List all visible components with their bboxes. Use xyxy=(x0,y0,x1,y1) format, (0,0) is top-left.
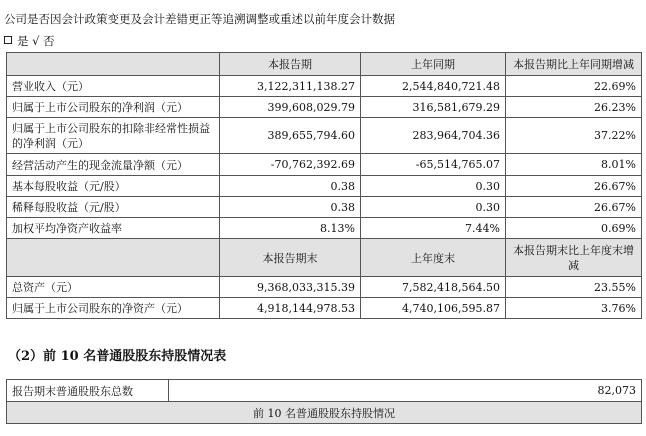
cell-value: 26.67% xyxy=(506,176,642,197)
row-label: 归属于上市公司股东的净利润（元） xyxy=(7,97,220,118)
table-row xyxy=(7,76,642,97)
row-label: 经营活动产生的现金流量净额（元） xyxy=(7,154,220,176)
cell-value: 8.13% xyxy=(220,218,361,239)
header-cell: 本报告期 xyxy=(220,53,361,76)
restatement-answer xyxy=(4,33,55,49)
header-cell: 本报告期比上年同期增减 xyxy=(506,53,642,76)
header-cell xyxy=(7,239,220,277)
cell-value: 3.76% xyxy=(506,298,642,319)
table-header-row xyxy=(7,239,642,277)
cell-value: 22.69% xyxy=(506,76,642,97)
table-row xyxy=(7,218,642,239)
row-label: 基本每股收益（元/股） xyxy=(7,176,220,197)
cell-value: 0.30 xyxy=(361,176,506,197)
cell-value: 316,581,679.29 xyxy=(361,97,506,118)
cell-value: 0.38 xyxy=(220,176,361,197)
cell-value: 26.23% xyxy=(506,97,642,118)
key-financial-data-table xyxy=(6,52,642,319)
cell-value: 8.01% xyxy=(506,154,642,176)
cell-value: 26.67% xyxy=(506,197,642,218)
cell-value: 0.38 xyxy=(220,197,361,218)
cell-value: -70,762,392.69 xyxy=(220,154,361,176)
cell-value: -65,514,765.07 xyxy=(361,154,506,176)
restatement-answer-text: 是 √ 否 xyxy=(17,34,55,48)
cell-value: 9,368,033,315.39 xyxy=(220,277,361,298)
table-row xyxy=(7,277,642,298)
cell-value: 2,544,840,721.48 xyxy=(361,76,506,97)
restatement-question: 公司是否因会计政策变更及会计差错更正等追溯调整或重述以前年度会计数据 xyxy=(4,12,395,26)
row-label: 营业收入（元） xyxy=(7,76,220,97)
table-header-row xyxy=(7,402,642,424)
cell-value: 4,918,144,978.53 xyxy=(220,298,361,319)
header-cell: 前 10 名普通股股东持股情况 xyxy=(7,402,642,424)
table-row xyxy=(7,118,642,154)
cell-value: 283,964,704.36 xyxy=(361,118,506,154)
cell-value: 3,122,311,138.27 xyxy=(220,76,361,97)
header-cell: 上年度末 xyxy=(361,239,506,277)
header-cell xyxy=(7,53,220,76)
shareholders-table xyxy=(6,379,642,424)
header-cell: 本报告期末比上年度末增减 xyxy=(506,239,642,277)
table-row xyxy=(7,176,642,197)
row-label: 稀释每股收益（元/股） xyxy=(7,197,220,218)
cell-value: 389,655,794.60 xyxy=(220,118,361,154)
table-row xyxy=(7,197,642,218)
table-row xyxy=(7,298,642,319)
header-cell: 上年同期 xyxy=(361,53,506,76)
table-row xyxy=(7,97,642,118)
checkbox-icon xyxy=(4,36,12,44)
cell-value: 4,740,106,595.87 xyxy=(361,298,506,319)
cell-value: 0.69% xyxy=(506,218,642,239)
cell-value: 399,608,029.79 xyxy=(220,97,361,118)
row-label: 报告期末普通股股东总数 xyxy=(7,380,169,402)
header-cell: 本报告期末 xyxy=(220,239,361,277)
table-row xyxy=(7,380,642,402)
row-label: 归属于上市公司股东的净资产（元） xyxy=(7,298,220,319)
row-label: 总资产（元） xyxy=(7,277,220,298)
section-title: （2）前 10 名普通股股东持股情况表 xyxy=(8,349,227,364)
row-label: 归属于上市公司股东的扣除非经常性损益的净利润（元） xyxy=(7,118,220,154)
cell-value: 23.55% xyxy=(506,277,642,298)
table-row xyxy=(7,154,642,176)
row-label: 加权平均净资产收益率 xyxy=(7,218,220,239)
cell-value: 0.30 xyxy=(361,197,506,218)
cell-value: 7.44% xyxy=(361,218,506,239)
cell-value: 82,073 xyxy=(169,380,642,402)
cell-value: 7,582,418,564.50 xyxy=(361,277,506,298)
table-header-row xyxy=(7,53,642,76)
cell-value: 37.22% xyxy=(506,118,642,154)
